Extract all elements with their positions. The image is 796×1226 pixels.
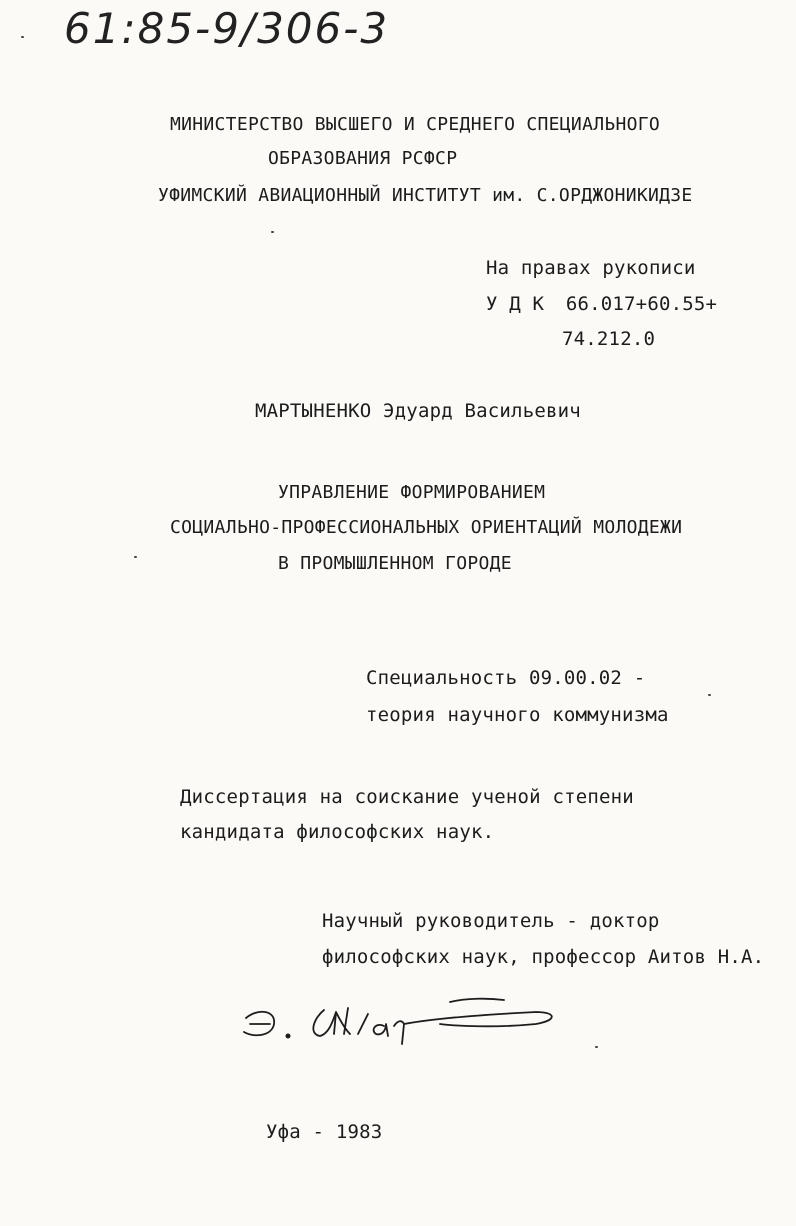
specialty-line1: Специальность 09.00.02 - <box>366 667 646 689</box>
scan-speck <box>271 231 274 233</box>
author-name: МАРТЫНЕНКО Эдуард Васильевич <box>255 400 581 422</box>
dissertation-line1: Диссертация на соискание ученой степени <box>180 786 634 808</box>
udk-line <box>486 293 717 315</box>
dissertation-line2: кандидата философских наук. <box>180 821 495 843</box>
manuscript-rights: На правах рукописи <box>486 257 696 279</box>
udk-label: У Д К <box>486 293 545 315</box>
institute-line: УФИМСКИЙ АВИАЦИОННЫЙ ИНСТИТУТ им. С.ОРДЖОНИКИДЗЕ <box>158 185 693 206</box>
handwritten-catalog-number: 61:85-9/306-3 <box>64 4 390 53</box>
ministry-line: МИНИСТЕРСТВО ВЫСШЕГО И СРЕДНЕГО СПЕЦИАЛЬНОГО <box>170 114 661 135</box>
udk-value-continued: 74.212.0 <box>562 328 656 350</box>
specialty-line2: теория научного коммунизма <box>366 704 669 726</box>
thesis-title-line3: В ПРОМЫШЛЕННОМ ГОРОДЕ <box>278 553 512 574</box>
supervisor-line2: философских наук, профессор Аитов Н.А. <box>322 946 765 968</box>
scan-speck <box>595 1046 598 1048</box>
scan-speck <box>708 694 711 696</box>
thesis-title-line2: СОЦИАЛЬНО-ПРОФЕССИОНАЛЬНЫХ ОРИЕНТАЦИЙ МОЛОДЕЖИ <box>170 517 683 538</box>
udk-value: 66.017+60.55+ <box>565 293 718 315</box>
author-signature <box>236 990 576 1050</box>
thesis-title-line1: УПРАВЛЕНИЕ ФОРМИРОВАНИЕМ <box>278 482 546 503</box>
supervisor-line1: Научный руководитель - доктор <box>322 910 660 932</box>
place-and-year: Уфа - 1983 <box>266 1121 383 1143</box>
education-line: ОБРАЗОВАНИЯ РСФСР <box>268 148 458 169</box>
scan-speck <box>21 36 24 38</box>
scan-speck <box>134 556 137 558</box>
